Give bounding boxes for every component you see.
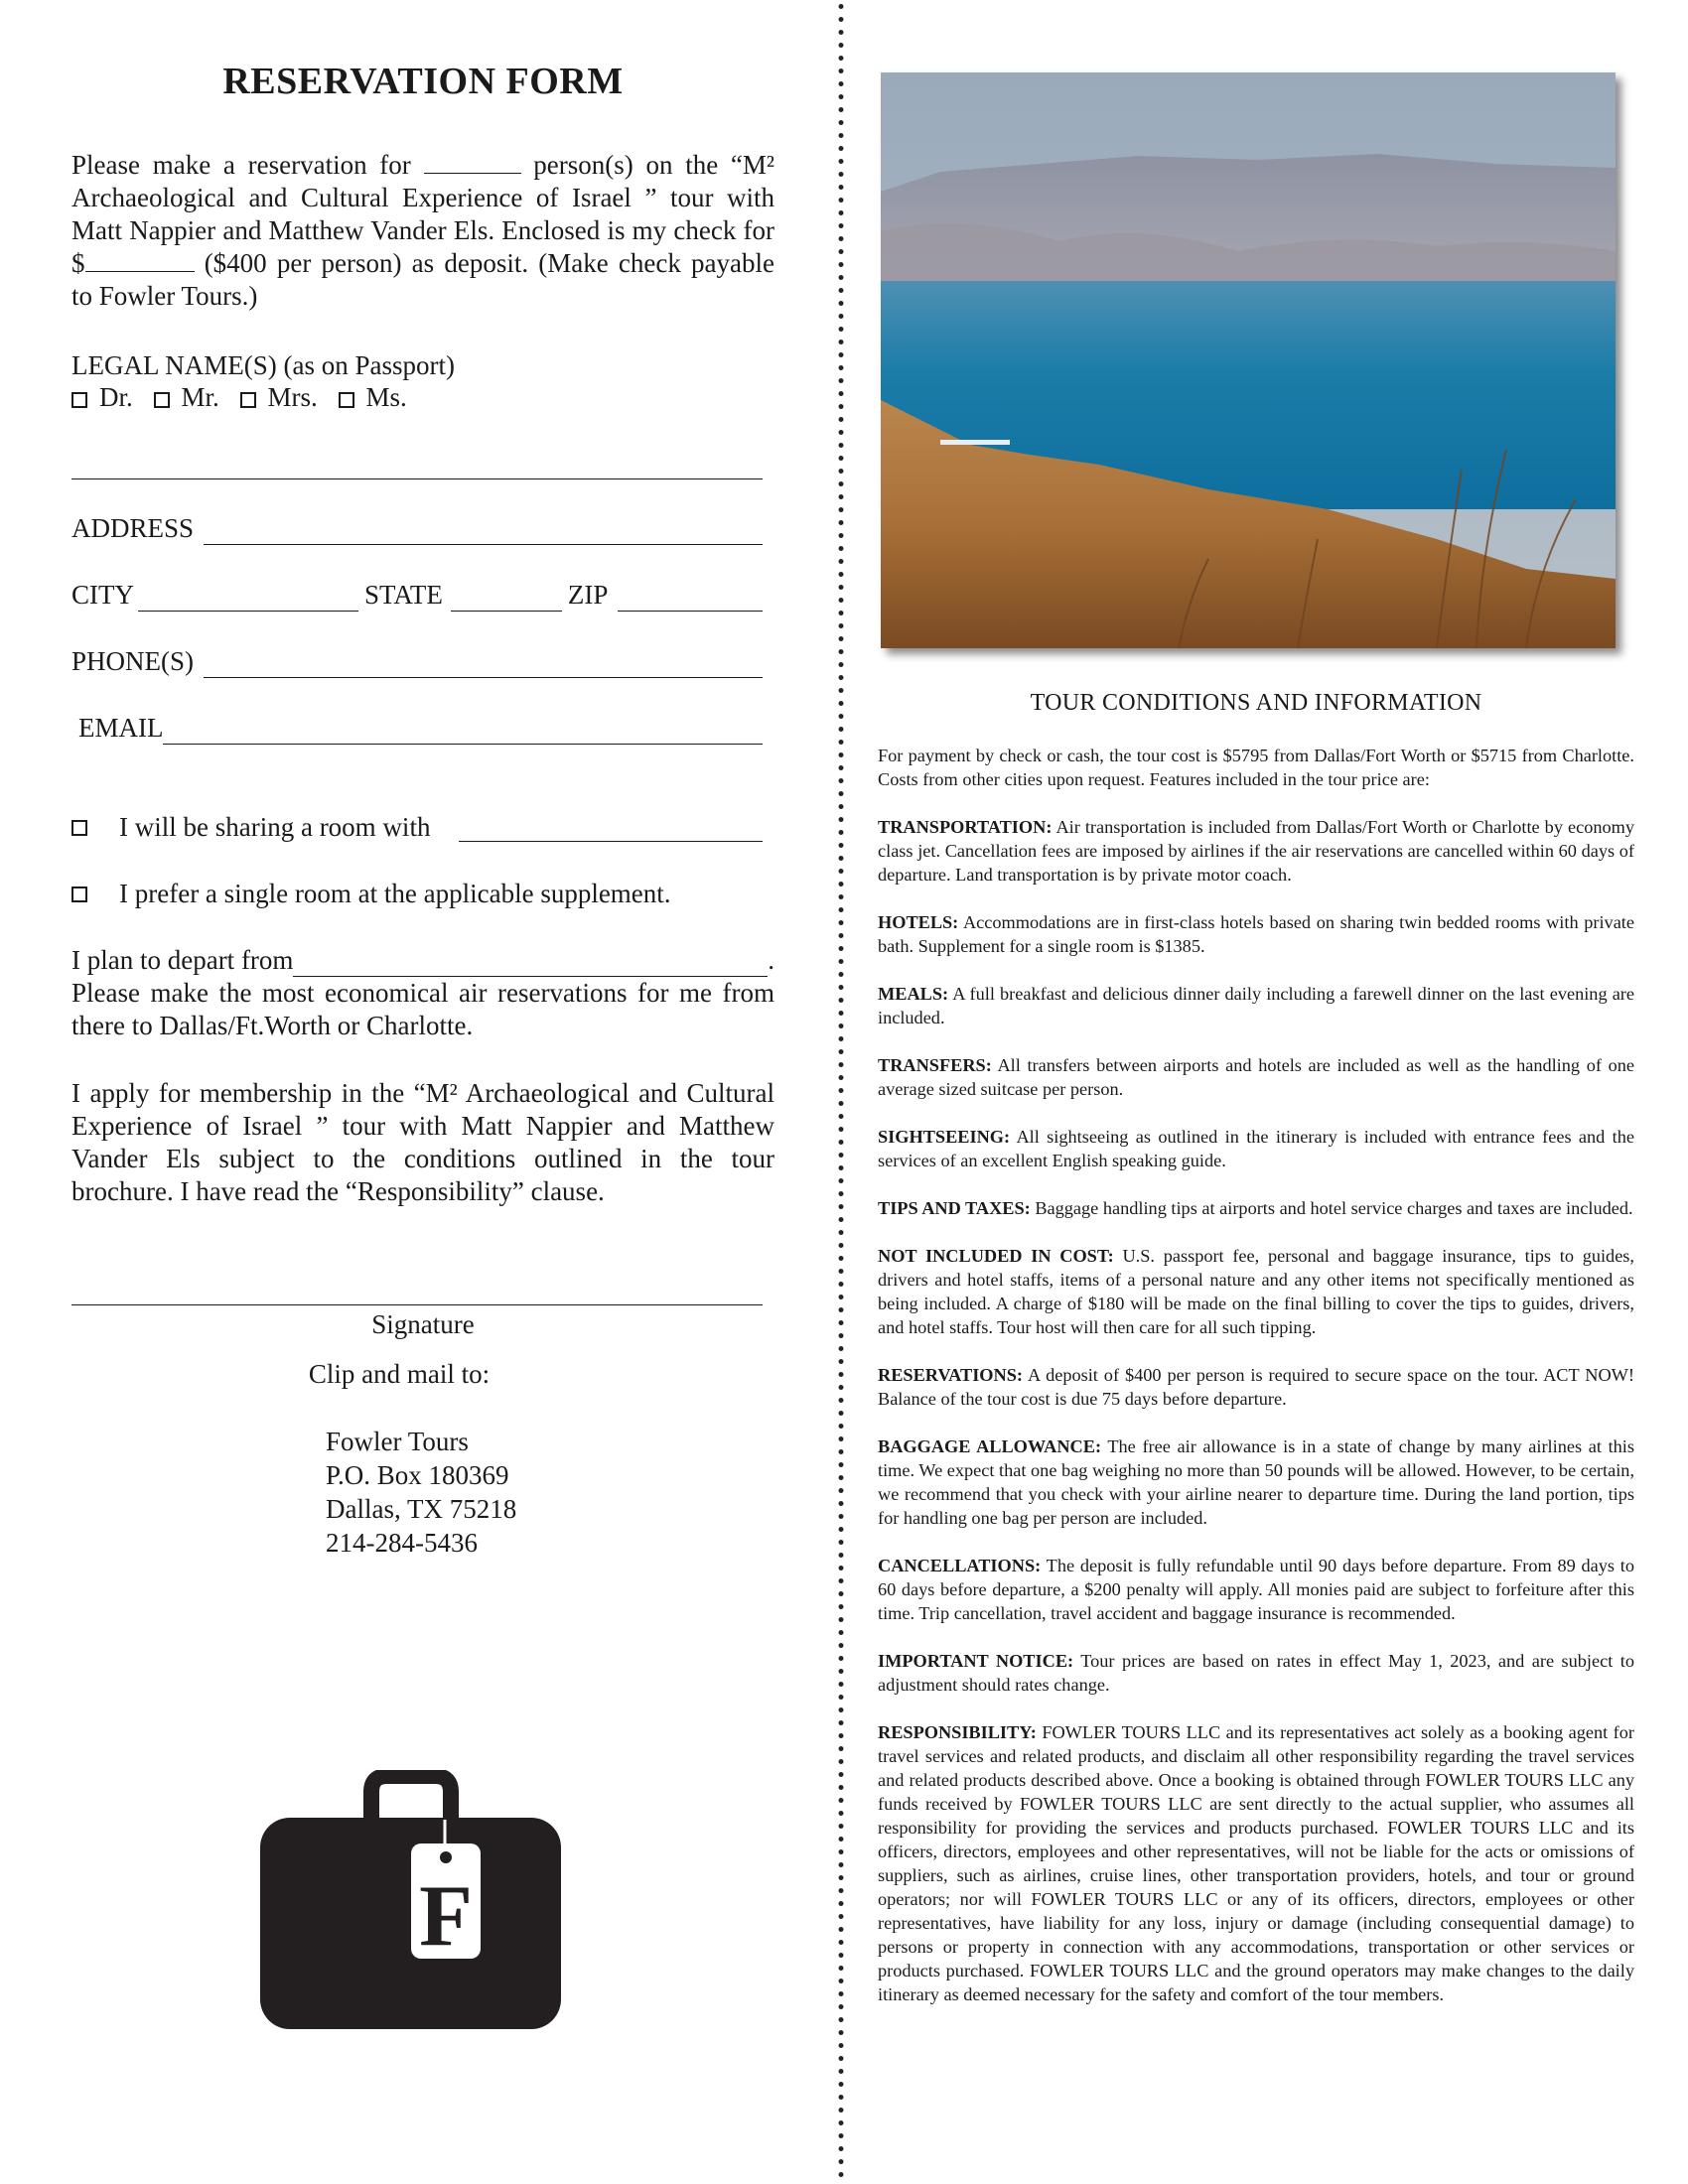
city-state-zip-row [71, 579, 763, 612]
departure-text: Please make the most economical air reservations for me from there to Dallas/Ft.Worth or Charlotte. [71, 978, 774, 1040]
phone-field[interactable] [204, 651, 763, 678]
condition-meals: MEALS: A full breakfast and delicious dinner daily including a farewell dinner on the last evening are included. [878, 984, 1635, 1027]
title-ms-label: Ms. [365, 382, 407, 412]
legal-name-label: LEGAL NAME(S) (as on Passport) [71, 350, 455, 380]
condition-transfers: TRANSFERS: All transfers between airports and hotels are included as well as the handling of one average sized suitcase per person. [878, 1055, 1634, 1099]
condition-reservations: RESERVATIONS: A deposit of $400 per person is required to secure space on the tour. ACT NOW! Balance of the tour cost is due 75 days before departure. [878, 1365, 1635, 1409]
legal-name-field[interactable] [71, 478, 763, 479]
title-mr-label: Mr. [181, 382, 219, 412]
intro-text-2: person(s) on the “M² Archaeological and Cultural Experience of Israel ” tour with Matt Nappier and Matthew Vander Els. Enclosed is my check for $ [71, 150, 775, 278]
email-field[interactable] [163, 718, 763, 745]
condition-hotels: HOTELS: Accommodations are in first-class hotels based on sharing twin bedded rooms with private bath. Supplement for a single room is $1385. [878, 912, 1634, 956]
checkbox-dr[interactable] [71, 392, 87, 408]
checkbox-mr[interactable] [154, 392, 170, 408]
condition-baggage: BAGGAGE ALLOWANCE: The free air allowance is in a state of change by many airlines at this time. We expect that one bag weighing no more than 50 pounds will be allowed. However, to be certain, we recommend that you check with your airline nearer to departure time. During the land portion, tips for handling one bag per person are included. [878, 1436, 1635, 1528]
membership-paragraph: I apply for membership in the “M² Archaeological and Cultural Experience of Israel ” tour with Matt Nappier and Matthew Vander Els subject to the conditions outlined in the tour brochure. I have read the “Responsibility” clause. [71, 1078, 774, 1206]
suitcase-logo-icon [260, 1770, 561, 2031]
dotted-cut-line [837, 0, 845, 2184]
deposit-amount-field[interactable] [85, 247, 195, 272]
zip-label: ZIP [567, 580, 609, 610]
conditions-title: TOUR CONDITIONS AND INFORMATION [1030, 690, 1482, 716]
mail-city: Dallas, TX 75218 [326, 1494, 517, 1524]
form-title: RESERVATION FORM [222, 61, 624, 102]
checkbox-ms[interactable] [339, 392, 354, 408]
conditions-body [878, 744, 1634, 2030]
title-mrs-label: Mrs. [267, 382, 318, 412]
state-field[interactable] [451, 585, 562, 612]
city-field[interactable] [138, 585, 358, 612]
mail-po-box: P.O. Box 180369 [326, 1460, 509, 1490]
intro-text-1: Please make a reservation for [71, 150, 411, 180]
condition-transportation: TRANSPORTATION: Air transportation is included from Dallas/Fort Worth or Charlotte by economy class jet. Cancellation fees are imposed by airlines if the air reservations are cancelled within 60 days of departure. Land transportation is by private motor coach. [878, 817, 1634, 885]
departure-paragraph: I plan to depart from . Please make the most economical air reservations for me from there to Dallas/Ft.Worth or Charlotte. [71, 945, 774, 1040]
title-dr-label: Dr. [99, 382, 133, 412]
signature-field[interactable] [71, 1304, 763, 1305]
title-options [71, 381, 421, 414]
single-room-row [71, 878, 763, 910]
intro-paragraph [71, 149, 774, 313]
conditions-intro: For payment by check or cash, the tour cost is $5795 from Dallas/Fort Worth or $5715 from Charlotte. Costs from other cities upon request. Features included in the tour price are: [878, 746, 1634, 789]
phone-row [71, 645, 763, 678]
email-label: EMAIL [78, 713, 164, 743]
state-label: STATE [364, 580, 443, 610]
condition-cancellations: CANCELLATIONS: The deposit is fully refundable until 90 days before departure. From 89 days to 60 days before departure, a $200 penalty will apply. All monies paid are subject to forfeiture after this time. Trip cancellation, travel accident and baggage insurance is recommended. [878, 1556, 1635, 1623]
share-room-label: I will be sharing a room with [119, 812, 431, 842]
email-row [71, 712, 763, 745]
intro-text-3: ($400 per person) as deposit. (Make check payable to Fowler Tours.) [71, 248, 775, 311]
address-field[interactable] [204, 518, 763, 545]
single-room-checkbox[interactable] [71, 887, 87, 902]
condition-important-notice: IMPORTANT NOTICE: Tour prices are based on rates in effect May 1, 2023, and are subject to adjustment should rates change. [878, 1651, 1634, 1695]
condition-not-included: NOT INCLUDED IN COST: U.S. passport fee, personal and baggage insurance, tips to guides, drivers and hotel staffs, items of a personal nature and any other items not specifically mentioned as being included. A charge of $180 will be made on the final billing to cover the tips to guides, drivers, and hotel staffs. Tour host will then care for all such tipping. [878, 1246, 1634, 1337]
condition-tips-taxes: TIPS AND TAXES: Baggage handling tips at airports and hotel service charges and taxes are included. [878, 1198, 1633, 1218]
mailing-address [326, 1425, 516, 1560]
roommate-field[interactable] [459, 813, 763, 842]
phone-label: PHONE(S) [71, 646, 195, 676]
condition-responsibility: RESPONSIBILITY: FOWLER TOURS LLC and its representatives act solely as a booking agent for travel services and related products, and disclaim all other responsibility regarding the travel services and related products described above. Once a booking is obtained through FOWLER TOURS LLC any funds received by FOWLER TOURS LLC are sent directly to the actual supplier, who assumes all responsibility for providing the services and products purchased. FOWLER TOURS LLC and its officers, directors, employees and other representatives, will not be liable for the acts or omissions of suppliers, such as airlines, cruise lines, other transportation providers, hotels, and tour or ground operators; nor will FOWLER TOURS LLC or any of its officers, directors, employees or other representatives, have liability for any loss, injury or damage (including consequential damage) to persons or property in connection with any accommodations, transportation or other services or products purchased. FOWLER TOURS LLC and the ground operators may make changes to the daily itinerary as deemed necessary for the safety and comfort of the tour members. [878, 1722, 1634, 2004]
share-room-row [71, 811, 763, 844]
mail-phone: 214-284-5436 [326, 1528, 478, 1558]
departure-city-field[interactable] [293, 950, 768, 977]
persons-count-field[interactable] [424, 149, 521, 174]
condition-sightseeing: SIGHTSEEING: All sightseeing as outlined in the itinerary is included with entrance fees and the services of an excellent English speaking guide. [878, 1127, 1635, 1170]
address-label: ADDRESS [71, 513, 195, 543]
single-room-label: I prefer a single room at the applicable supplement. [119, 879, 671, 908]
sea-of-galilee-photo [881, 72, 1616, 648]
departure-label: I plan to depart from [71, 945, 294, 975]
address-row [71, 512, 763, 545]
checkbox-mrs[interactable] [240, 392, 256, 408]
zip-field[interactable] [618, 585, 763, 612]
logo-letter: F [419, 1868, 473, 1965]
signature-label: Signature [371, 1309, 475, 1339]
city-label: CITY [71, 580, 134, 610]
share-room-checkbox[interactable] [71, 820, 87, 836]
clip-mail-label: Clip and mail to: [308, 1359, 491, 1389]
mail-company: Fowler Tours [326, 1427, 469, 1456]
